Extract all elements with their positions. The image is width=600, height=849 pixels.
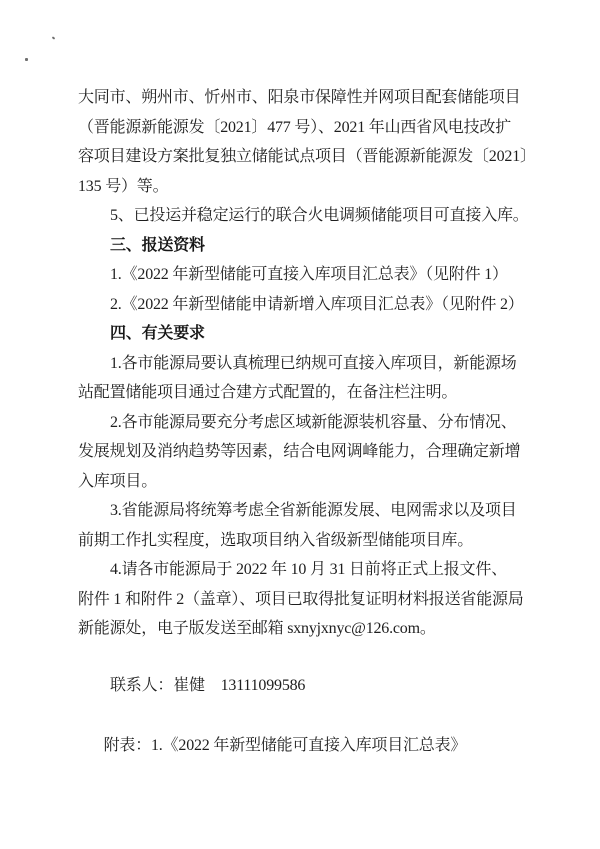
document-line-email: 新能源处，电子版发送至邮箱 sxnyjxnyc@126.com。 (78, 620, 436, 637)
document-line: 135 号）等。 (78, 177, 169, 195)
document-line: 2.各市能源局要充分考虑区域新能源装机容量、分布情况、 (110, 413, 517, 431)
document-line: 附件 1 和附件 2（盖章）、项目已取得批复证明材料报送省能源局 (78, 590, 524, 608)
document-body (78, 83, 536, 761)
contact-info-line: 联系人：崔健 13111099586 (110, 676, 306, 694)
list-item-attachment-1: 1.《2022 年新型储能可直接入库项目汇总表》（见附件 1） (110, 266, 508, 283)
attachment-note: 附表：1.《2022 年新型储能可直接入库项目汇总表》 (103, 737, 467, 754)
document-line: 4.请各市能源局于 2022 年 10 月 31 日前将正式上报文件、 (110, 561, 508, 578)
document-line: 3.省能源局将统筹考虑全省新能源发展、电网需求以及项目 (110, 502, 517, 519)
list-item-attachment-2: 2.《2022 年新型储能申请新增入库项目汇总表》（见附件 2） (110, 295, 524, 313)
document-line: 入库项目。 (78, 472, 158, 490)
document-line: 容项目建设方案批复独立储能试点项目（晋能源新能源发〔2021〕 (78, 148, 536, 165)
section-heading-requirements: 四、有关要求 (110, 325, 205, 342)
document-line: 前期工作扎实程度，选取项目纳入省级新型储能项目库。 (78, 531, 474, 549)
document-line: 大同市、朔州市、忻州市、阳泉市保障性并网项目配套储能项目 (78, 89, 521, 106)
document-line: 站配置储能项目通过合建方式配置的，在备注栏注明。 (78, 384, 458, 401)
document-line: 发展规划及消纳趋势等因素，结合电网调峰能力，合理确定新增 (78, 443, 521, 460)
document-line: （晋能源新能源发〔2021〕477 号）、2021 年山西省风电技改扩 (78, 118, 512, 136)
scan-artifact-speck (52, 36, 56, 39)
section-heading-materials: 三、报送资料 (110, 236, 205, 254)
scan-artifact-speck (25, 58, 28, 61)
document-line: 5、已投运并稳定运行的联合火电调频储能项目可直接入库。 (110, 207, 529, 224)
document-line: 1.各市能源局要认真梳理已纳规可直接入库项目，新能源场 (110, 354, 517, 372)
